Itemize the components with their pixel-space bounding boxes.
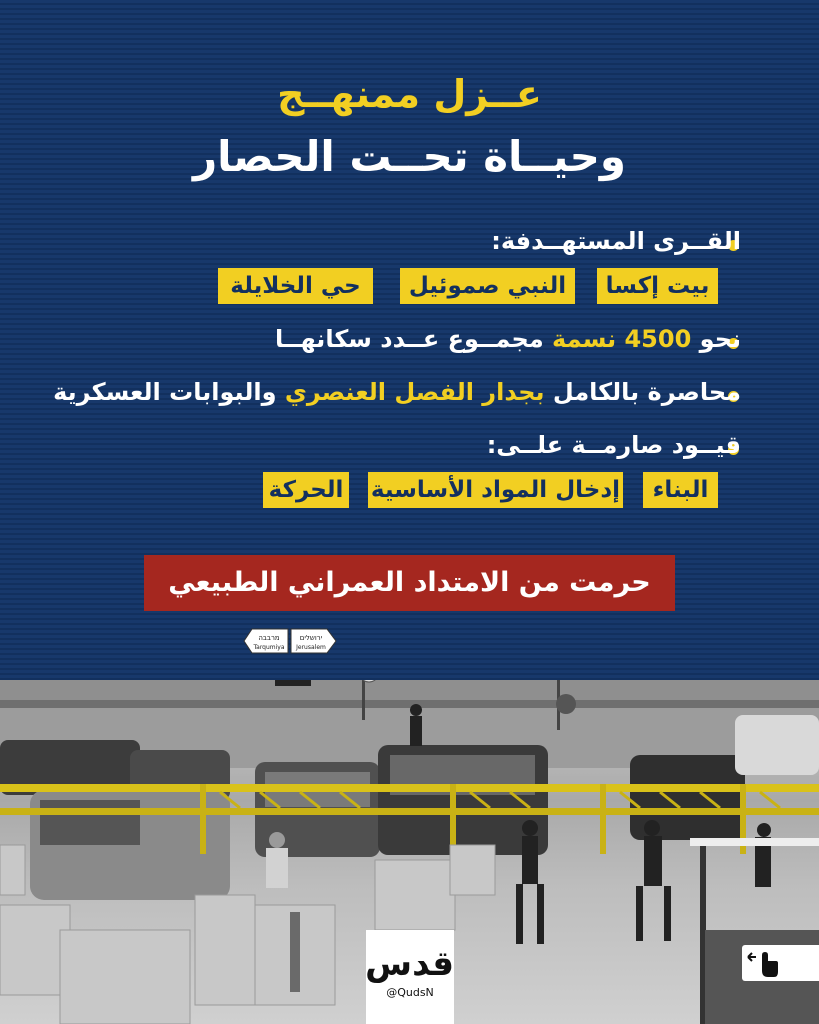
restriction-tag: الحركة: [263, 472, 349, 508]
bullet-population: [275, 325, 741, 353]
conclusion-banner: حرمت من الامتداد العمراني الطبيعي: [144, 555, 675, 611]
siege-suffix: والبوابات العسكرية: [53, 378, 277, 406]
village-tag: النبي صموئيل: [400, 268, 575, 304]
road-sign-right-line1: ירושלים: [299, 634, 323, 642]
population-value: 4500: [624, 325, 692, 353]
population-prefix: نحو: [699, 325, 741, 353]
siege-prefix: محاصرة بالكامل: [552, 378, 741, 406]
logo-handle: @QudsN: [386, 986, 434, 999]
restriction-tag: إدخال المواد الأساسية: [368, 472, 623, 508]
village-tag: حي الخلايلة: [218, 268, 373, 304]
bullet-restrictions: قيــود صارمــة علــى:: [486, 431, 741, 459]
logo-mark: قدس: [365, 944, 454, 984]
pointer-hand-icon: [742, 945, 819, 981]
road-sign-left-line1: מרבבה: [258, 634, 280, 642]
bullet-siege: [53, 378, 741, 406]
title-line-2: وحيــاة تحــت الحصار: [192, 132, 627, 181]
restriction-tag: البناء: [643, 472, 718, 508]
village-tag: بيت إكسا: [597, 268, 718, 304]
title-line-1: عــزل ممنهــج: [277, 72, 542, 116]
population-word: نسمة: [552, 325, 617, 353]
road-signs: [238, 625, 342, 657]
cursor-badge: [742, 945, 819, 981]
road-sign-right-line2: Jerusalem: [296, 644, 326, 651]
population-suffix: مجمــوع عــدد سكانهــا: [275, 325, 544, 353]
road-sign-left-line2: Tarqumiya: [253, 644, 285, 651]
quds-logo: [366, 930, 454, 1024]
siege-highlight: بجدار الفصل العنصري: [284, 378, 545, 406]
bullet-targeted-villages: القــرى المستهــدفة:: [491, 227, 741, 255]
